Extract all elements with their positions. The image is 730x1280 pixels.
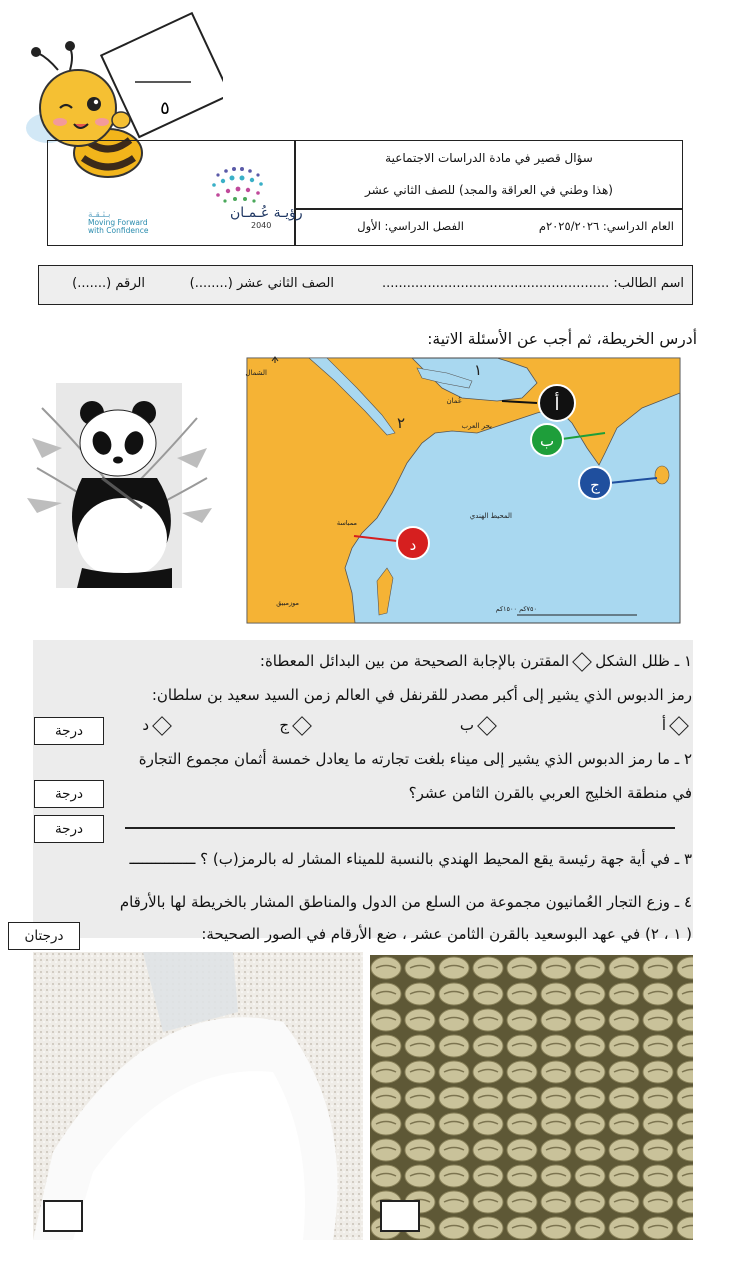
q1-stem: رمز الدبوس الذي يشير إلى أكبر مصدر للقرنفل في العالم زمن السيد سعيد بن سلطان: <box>151 686 692 704</box>
q4-grade-box: درجتان <box>8 922 80 950</box>
oman-vision-logo-text: رؤيـة عُـمـان <box>230 205 303 221</box>
q1-option-b[interactable]: ب <box>460 716 500 734</box>
header-title-line2: (هذا وطني في العراقة والمجد) للصف الثاني عشر <box>365 183 613 197</box>
map-pin-b: ب <box>539 432 555 450</box>
coffee-answer-box[interactable] <box>380 1200 420 1232</box>
map-pin-c: ج <box>590 476 600 494</box>
diamond-shape-icon <box>572 652 592 672</box>
q1-grade-box: درجة <box>34 717 104 745</box>
q1-title: ١ ـ ظلل الشكلالمقترن بالإجابة الصحيحة من بين البدائل المعطاة: <box>259 652 692 670</box>
logo-tagline-ar: بـثـقـة <box>88 210 111 220</box>
q3-text: ٣ ـ في أية جهة رئيسة يقع المحيط الهندي بالنسبة للميناء المشار له بالرمز(ب) ؟ ـــــــــــــــ <box>129 850 692 868</box>
option-diamond-icon[interactable] <box>477 716 497 736</box>
indian-ocean-map <box>237 353 689 628</box>
green-coffee-beans-photo <box>370 955 693 1240</box>
map-scale: ٧٥٠كم ١٥٠٠كم <box>495 605 537 613</box>
student-number-field[interactable]: الرقم (.......) <box>72 276 145 291</box>
option-diamond-icon[interactable] <box>669 716 689 736</box>
q4-line2: ( ١ ، ٢) في عهد البوسعيد بالقرن الثامن عشر ، ضع الأرقام في الصور الصحيحة: <box>201 925 692 943</box>
q1-option-a[interactable]: أ <box>662 716 692 734</box>
header-title-line1: سؤال قصير في مادة الدراسات الاجتماعية <box>385 151 593 165</box>
q4-line1: ٤ ـ وزع التجار العُمانيون مجموعة من السلع من الدول والمناطق المشار بالخريطة لها بالأرقام <box>119 893 692 911</box>
map-north-label: الشمال <box>245 369 267 377</box>
student-name-field[interactable]: اسم الطالب: ....................................................... <box>381 276 684 291</box>
map-pin-a: أ <box>554 394 560 415</box>
q3-grade-box: درجة <box>34 815 104 843</box>
q2-grade-box: درجة <box>34 780 104 808</box>
salt-photo <box>33 952 363 1240</box>
oman-vision-logo-graphic <box>198 155 290 243</box>
logo-tagline <box>88 211 148 235</box>
map-label-mombasa: ممباسة <box>336 519 357 527</box>
logo-tagline-en1: Moving Forward <box>88 218 148 227</box>
map-pin-d: د <box>409 536 417 554</box>
map-instruction: أدرس الخريطة، ثم أجب عن الأسئلة الاتية: <box>427 330 697 348</box>
option-diamond-icon[interactable] <box>152 716 172 736</box>
panda-illustration <box>22 378 217 593</box>
q2-line1: ٢ ـ ما رمز الدبوس الذي يشير إلى ميناء بلغت تجارته ما يعادل خمسة أثمان مجموع التجارة <box>138 750 692 768</box>
option-diamond-icon[interactable] <box>292 716 312 736</box>
salt-answer-box[interactable] <box>43 1200 83 1232</box>
q2-answer-line[interactable] <box>125 827 675 829</box>
header-box <box>47 140 683 246</box>
map-region-1: ١ <box>473 361 482 379</box>
map-label-oman: عُمان <box>446 397 462 405</box>
q1-option-c[interactable]: ج <box>279 716 315 734</box>
student-info-box <box>38 265 693 305</box>
q2-line2: في منطقة الخليج العربي بالقرن الثامن عشر؟ <box>408 784 692 802</box>
student-class-field[interactable]: الصف الثاني عشر (........) <box>189 276 334 291</box>
oman-vision-logo-year: 2040 <box>251 221 272 230</box>
map-label-ocean: المحيط الهندي <box>469 512 512 520</box>
map-label-mozambique: موزمبيق <box>276 599 299 607</box>
semester: الفصل الدراسي: الأول <box>357 219 464 233</box>
bee-card-number: ٥ <box>160 98 170 119</box>
logo-tagline-en2: with Confidence <box>88 226 149 235</box>
q1-option-d[interactable]: د <box>142 716 175 734</box>
map-label-arabian-sea: بحر العرب <box>461 422 492 430</box>
academic-year: العام الدراسي: ٢٠٢٥/٢٠٢٦م <box>538 219 674 233</box>
map-region-2: ٢ <box>396 414 405 432</box>
